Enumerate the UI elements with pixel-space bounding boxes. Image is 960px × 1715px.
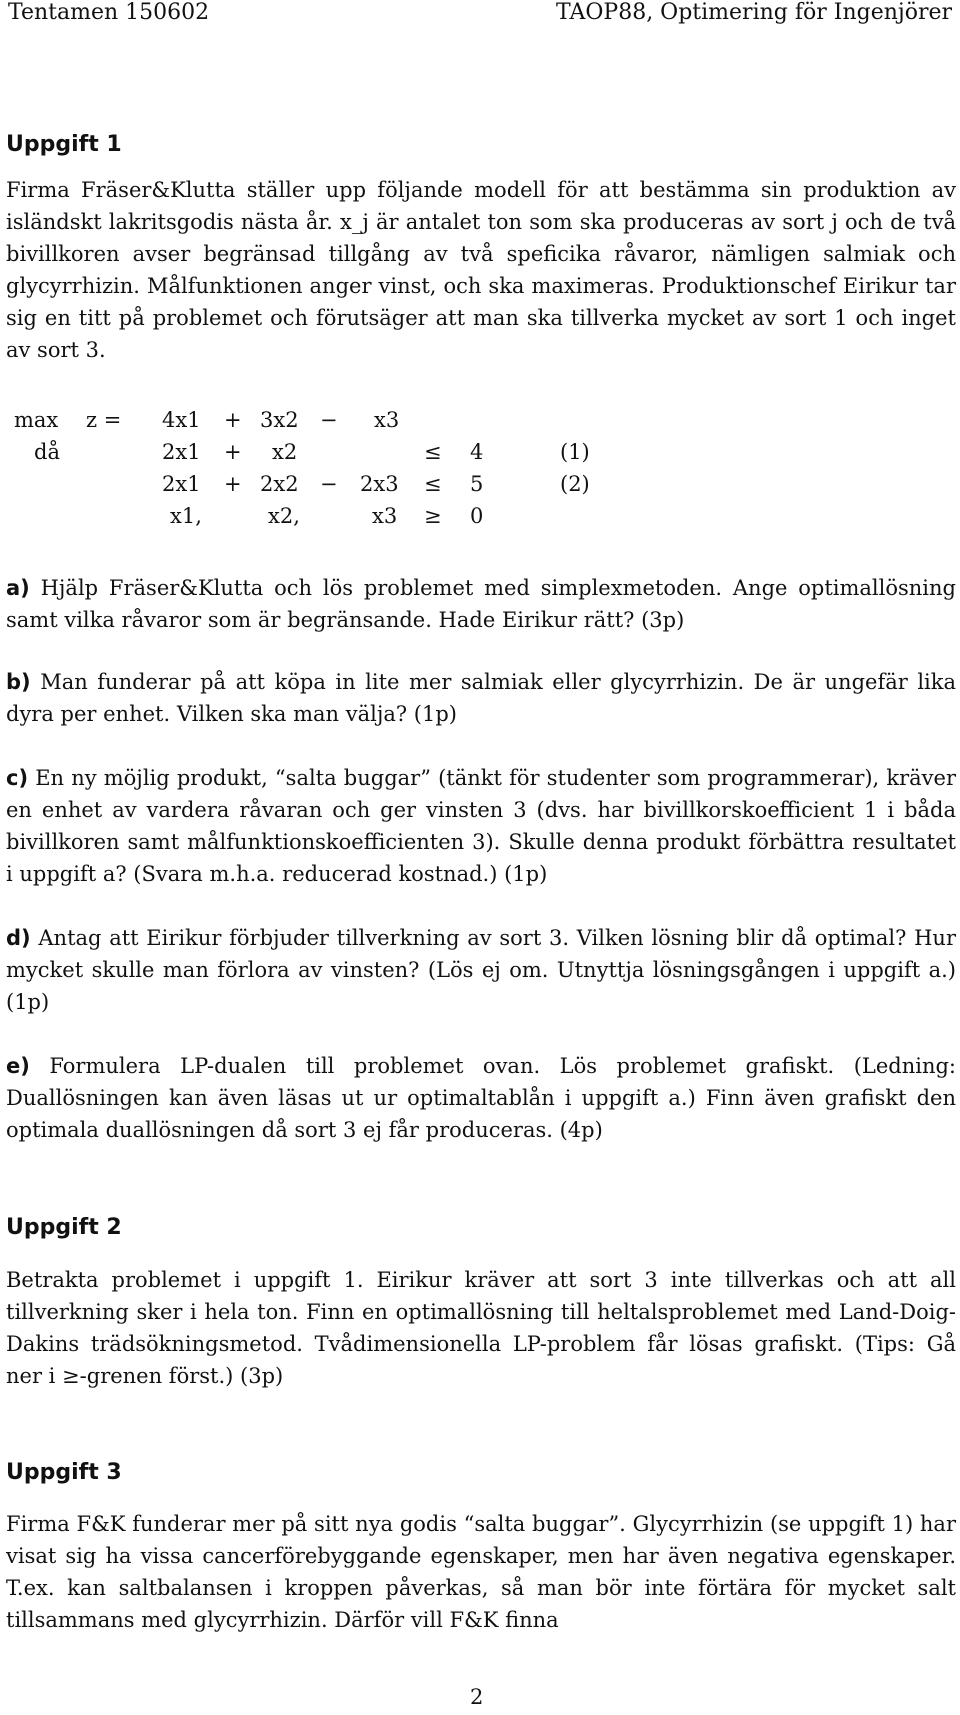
subtask-a: [6, 572, 956, 636]
c2-term-1: 2x1: [162, 472, 201, 496]
nn-term-1: x1,: [170, 504, 202, 528]
subtask-b-text: Man funderar på att köpa in lite mer salmiak eller glycyrrhizin. De är ungefär lika dyra per enhet. Vilken ska man välja? (1p): [6, 670, 956, 726]
c2-term-2: 2x2: [260, 472, 299, 496]
max-keyword: max: [14, 408, 59, 432]
subtask-a-text: Hjälp Fräser&Klutta och lös problemet med simplexmetoden. Ange optimallösning samt vilka råvaror som är begränsande. Hade Eirikur rätt? (3p): [6, 576, 956, 632]
subtask-e-text: Formulera LP-dualen till problemet ovan. Lös problemet grafiskt. (Ledning: Duallösningen kan även läsas ut ur optimaltablån i uppgift a.) Finn även grafiskt den optimala duallösningen då sort 3 ej får produceras. (4p): [6, 1054, 956, 1142]
obj-term-2: 3x2: [260, 408, 299, 432]
c2-relation: ≤: [424, 472, 442, 496]
da-keyword: då: [34, 440, 60, 464]
c2-op-1: +: [224, 472, 242, 496]
c1-number: (1): [560, 440, 590, 464]
section-title-uppgift-1: Uppgift 1: [6, 132, 122, 157]
subtask-b-label: b): [6, 670, 31, 694]
header-course-title: TAOP88, Optimering för Ingenjörer: [556, 0, 952, 25]
nn-rhs: 0: [470, 504, 484, 528]
subtask-c-text: En ny möjlig produkt, “salta buggar” (tänkt för studenter som programmerar), kräver en enhet av vardera råvaran och ger vinsten 3 (dvs. har bivillkorskoefficient 1 i båda bivillkoren samt målfunktionskoefficienten 3). Skulle denna produkt förbättra resultatet i uppgift a? (Svara m.h.a. reducerad kostnad.) (1p): [6, 766, 956, 886]
subtask-d-text: Antag att Eirikur förbjuder tillverkning av sort 3. Vilken lösning blir då optimal? Hur mycket skulle man förlora av vinsten? (Lös ej om. Utnyttja lösningsgången i uppgift a.) (1p): [6, 926, 956, 1014]
uppgift-3-text: Firma F&K funderar mer på sitt nya godis “salta buggar”. Glycyrrhizin (se uppgift 1) har visat sig ha vissa cancerförebyggande egenskaper, men har även negativa egenskaper. T.ex. kan saltbalansen i kroppen påverkas, så man bör inte förtära för mycket salt tillsammans med glycyrrhizin. Därför vill F&K finna: [6, 1512, 956, 1632]
section-title-uppgift-3: Uppgift 3: [6, 1460, 122, 1485]
subtask-e-label: e): [6, 1054, 30, 1078]
uppgift-1-intro: Firma Fräser&Klutta ställer upp följande modell för att bestämma sin produktion av isländskt lakritsgodis nästa år. x_j är antalet ton som ska produceras av sort j och de två bivillkoren avser begränsad tillgång av två speficika råvaror, nämligen salmiak och glycyrrhizin. Målfunktionen anger vinst, och ska maximeras. Produktionschef Eirikur tar sig en titt på problemet och förutsäger att man ska tillverka mycket av sort 1 och inget av sort 3.: [6, 178, 956, 362]
header-course-exam: Tentamen 150602: [8, 0, 210, 25]
c2-op-2: −: [320, 472, 338, 496]
c1-term-1: 2x1: [162, 440, 201, 464]
uppgift-2-text: Betrakta problemet i uppgift 1. Eirikur kräver att sort 3 inte tillverkas och att all tillverkning sker i hela ton. Finn en optimallösning till heltalsproblemet med Land-Doig-Dakins trädsökningsmetod. Tvådimensionella LP-problem får lösas grafiskt. (Tips: Gå ner i ≥-grenen först.) (3p): [6, 1268, 956, 1388]
c2-term-3: 2x3: [360, 472, 399, 496]
obj-op-2: −: [320, 408, 338, 432]
c2-number: (2): [560, 472, 590, 496]
nn-term-3: x3: [372, 504, 398, 528]
subtask-c: [6, 762, 956, 890]
c1-rhs: 4: [470, 440, 484, 464]
z-equals: z =: [86, 408, 122, 432]
section-title-uppgift-2: Uppgift 2: [6, 1215, 122, 1240]
subtask-b: [6, 666, 956, 730]
c2-rhs: 5: [470, 472, 484, 496]
c1-op-1: +: [224, 440, 242, 464]
subtask-a-label: a): [6, 576, 30, 600]
subtask-d-label: d): [6, 926, 31, 950]
c1-relation: ≤: [424, 440, 442, 464]
page-number: 2: [470, 1685, 484, 1709]
nn-term-2: x2,: [268, 504, 300, 528]
subtask-e: [6, 1050, 956, 1146]
obj-term-3: x3: [374, 408, 400, 432]
c1-term-2: x2: [272, 440, 298, 464]
obj-op-1: +: [224, 408, 242, 432]
subtask-c-label: c): [6, 766, 29, 790]
nn-relation: ≥: [424, 504, 442, 528]
obj-term-1: 4x1: [162, 408, 201, 432]
subtask-d: [6, 922, 956, 1018]
